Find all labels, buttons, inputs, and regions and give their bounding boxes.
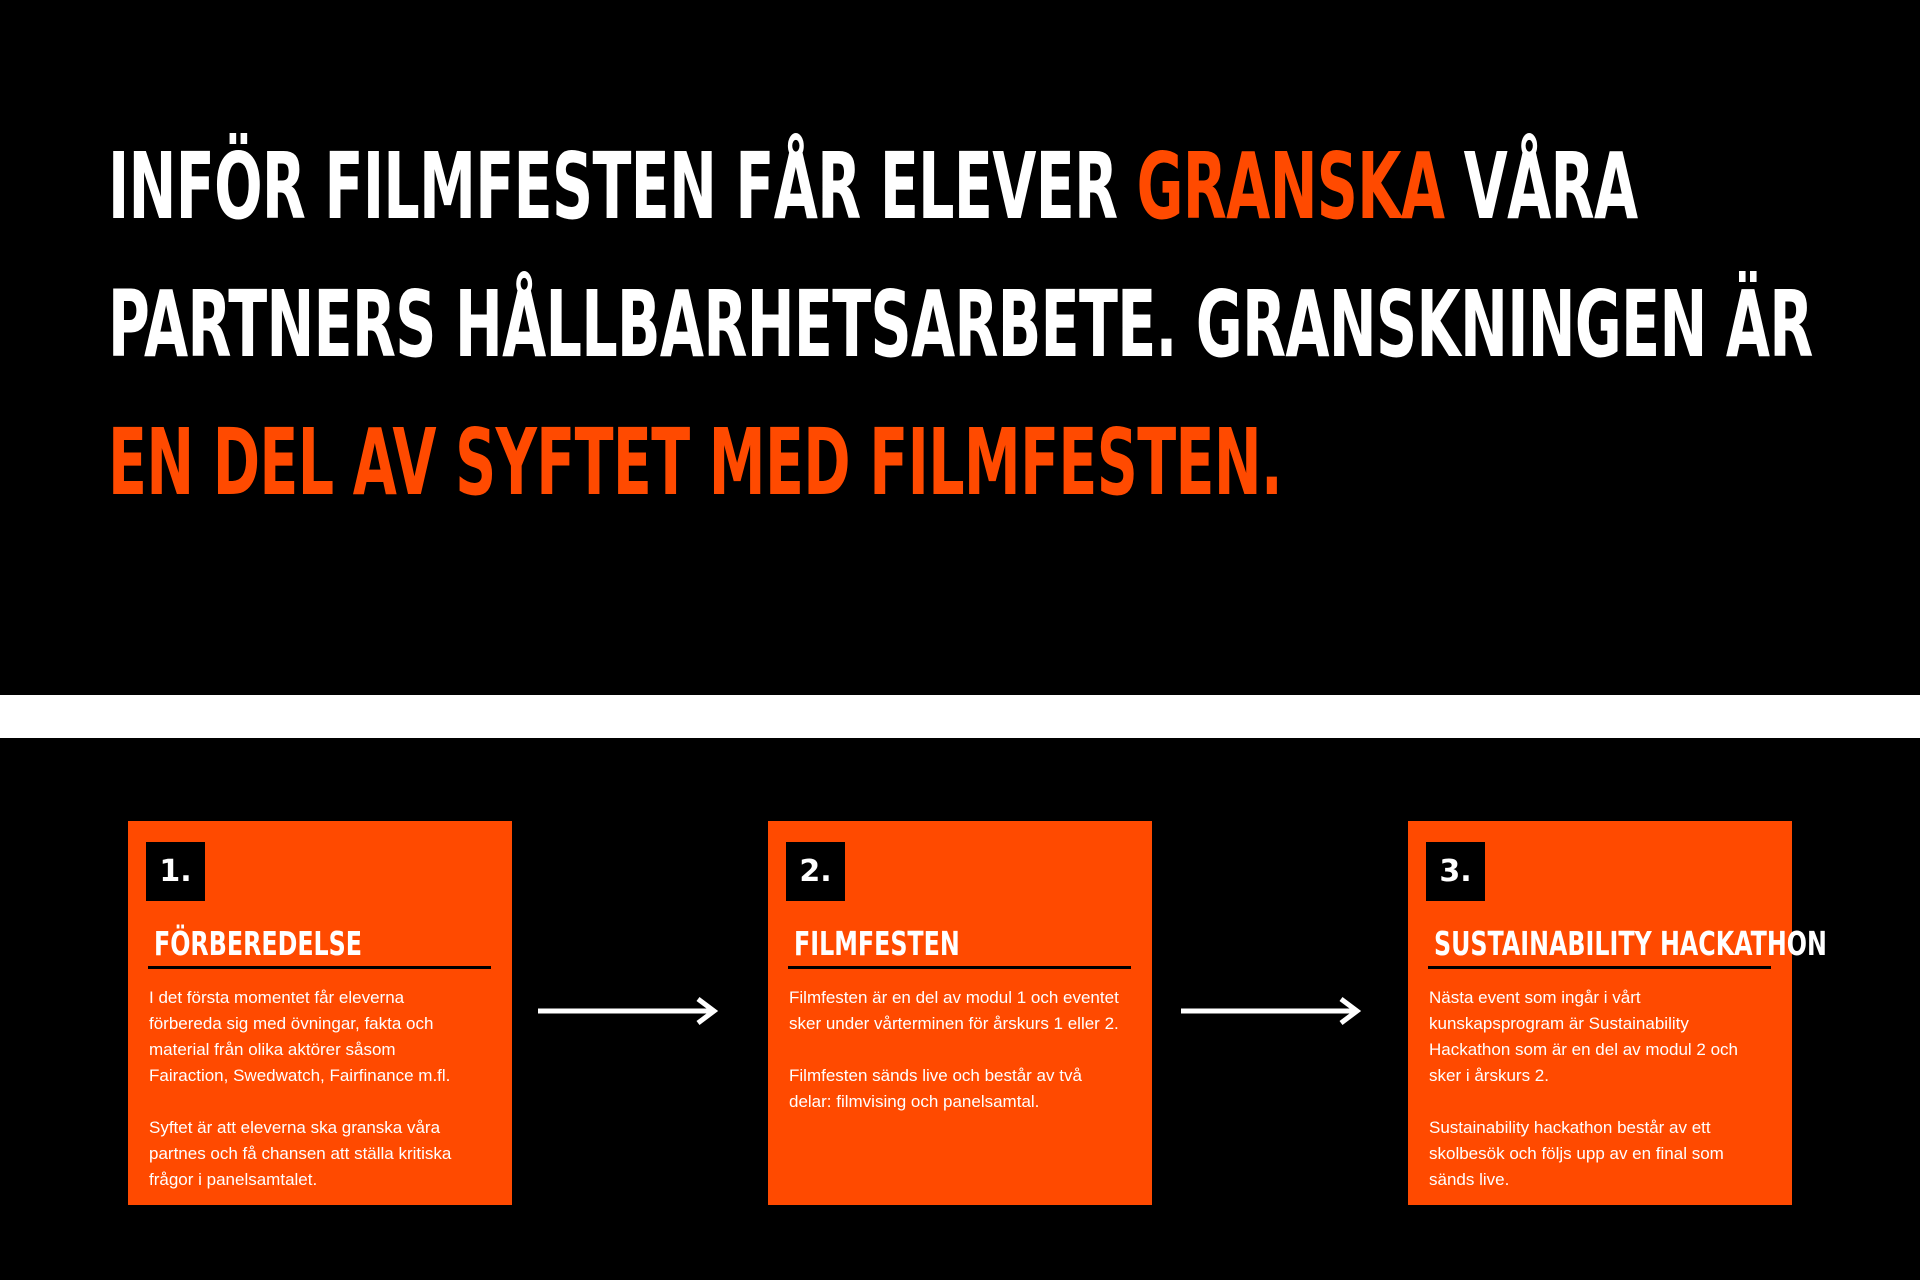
step-title-3: SUSTAINABILITY HACKATHON <box>1434 924 1827 963</box>
headline-highlight-1: GRANSKA <box>1136 133 1445 240</box>
step-title-2: FILMFESTEN <box>794 924 960 963</box>
step-paragraph: I det första momentet får eleverna förbereda sig med övningar, fakta och material från olika aktörer såsom Fairaction, Swedwatch, Fairfinance m.fl. <box>149 988 451 1085</box>
divider-band <box>0 695 1920 738</box>
headline-text-2: VÅRA PARTNERS HÅLLBARHETSARBETE. GRANSKNINGEN ÄR <box>108 133 1813 378</box>
step-paragraph: Filmfesten sänds live och består av två delar: filmvising och panelsamtal. <box>789 1066 1082 1111</box>
headline-highlight-2: EN DEL AV SYFTET MED FILMFESTEN. <box>108 409 1283 516</box>
step-paragraph: Sustainability hackathon består av ett skolbesök och följs upp av en final som sänds live. <box>1429 1118 1724 1189</box>
step-body-1 <box>149 985 479 1219</box>
step-paragraph: Nästa event som ingår i vårt kunskapsprogram är Sustainability Hackathon som är en del av modul 2 och sker i årskurs 2. <box>1429 988 1739 1085</box>
step-number-3: 3. <box>1426 842 1485 901</box>
step-card-2 <box>768 821 1152 1205</box>
step-number-2: 2. <box>786 842 845 901</box>
step-title-underline <box>148 966 491 969</box>
step-paragraph: Filmfesten är en del av modul 1 och eventet sker under vårterminen för årskurs 1 eller 2. <box>789 988 1119 1033</box>
step-paragraph: Syftet är att eleverna ska granska våra partnes och få chansen att ställa kritiska frågor i panelsamtalet. <box>149 1118 452 1189</box>
headline <box>108 118 1869 532</box>
step-body-3 <box>1429 985 1759 1219</box>
step-body-2 <box>789 985 1119 1141</box>
step-number-1: 1. <box>146 842 205 901</box>
step-card-1 <box>128 821 512 1205</box>
step-title-underline <box>1428 966 1771 969</box>
arrow-right-icon <box>538 996 720 1026</box>
step-title-1: FÖRBEREDELSE <box>154 924 363 963</box>
step-title-underline <box>788 966 1131 969</box>
headline-text-1: INFÖR FILMFESTEN FÅR ELEVER <box>108 133 1137 240</box>
step-card-3 <box>1408 821 1827 1205</box>
arrow-right-icon <box>1181 996 1363 1026</box>
